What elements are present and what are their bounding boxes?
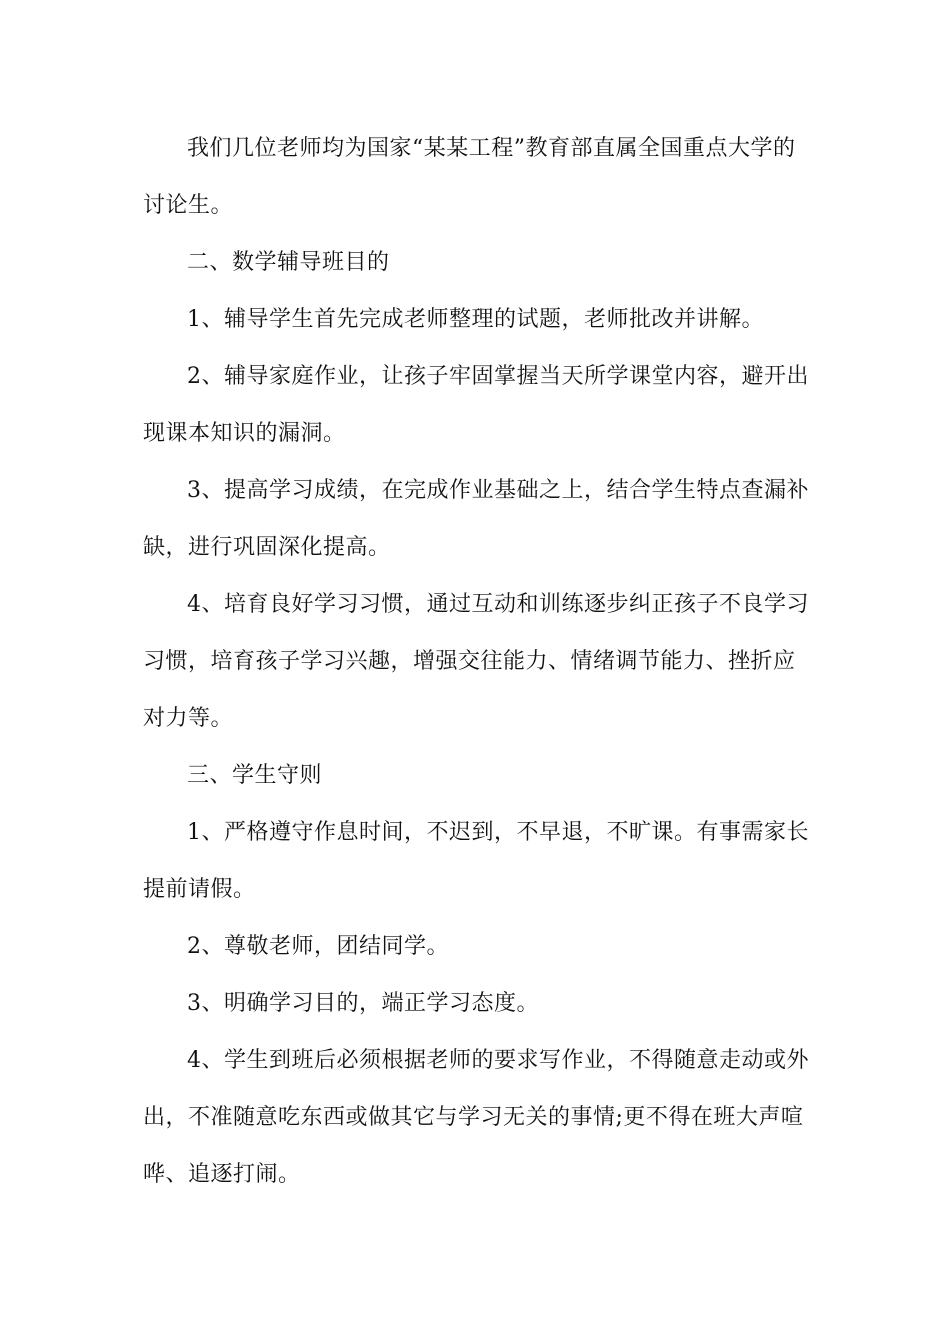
purpose-item-2: 2、辅导家庭作业，让孩子牢固掌握当天所学课堂内容，避开出现课本知识的漏洞。: [143, 364, 809, 446]
purpose-item-1: 1、辅导学生首先完成老师整理的试题，老师批改并讲解。: [187, 307, 764, 332]
rule-item-3: 3、明确学习目的，端正学习态度。: [187, 991, 539, 1016]
paragraph-intro: 我们几位老师均为国家“某某工程”教育部直属全国重点大学的讨论生。: [143, 136, 796, 218]
purpose-item-3: 3、提高学习成绩，在完成作业基础之上，结合学生特点查漏补缺，进行巩固深化提高。: [143, 478, 809, 560]
rule-item-4: 4、学生到班后必须根据老师的要求写作业，不得随意走动或外出，不准随意吃东西或做其它与学习无关的事情;更不得在班大声喧哗、追逐打闹。: [143, 1048, 809, 1187]
document-body: [143, 120, 811, 1203]
section-heading-purpose: 二、数学辅导班目的: [187, 250, 390, 275]
rule-item-2: 2、尊敬老师，团结同学。: [187, 934, 449, 959]
section-heading-rules: 三、学生守则: [187, 763, 323, 788]
rule-item-1: 1、严格遵守作息时间，不迟到，不早退，不旷课。有事需家长提前请假。: [143, 820, 809, 902]
purpose-item-4: 4、培育良好学习习惯，通过互动和训练逐步纠正孩子不良学习习惯，培育孩子学习兴趣，增强交往能力、情绪调节能力、挫折应对力等。: [143, 592, 809, 731]
